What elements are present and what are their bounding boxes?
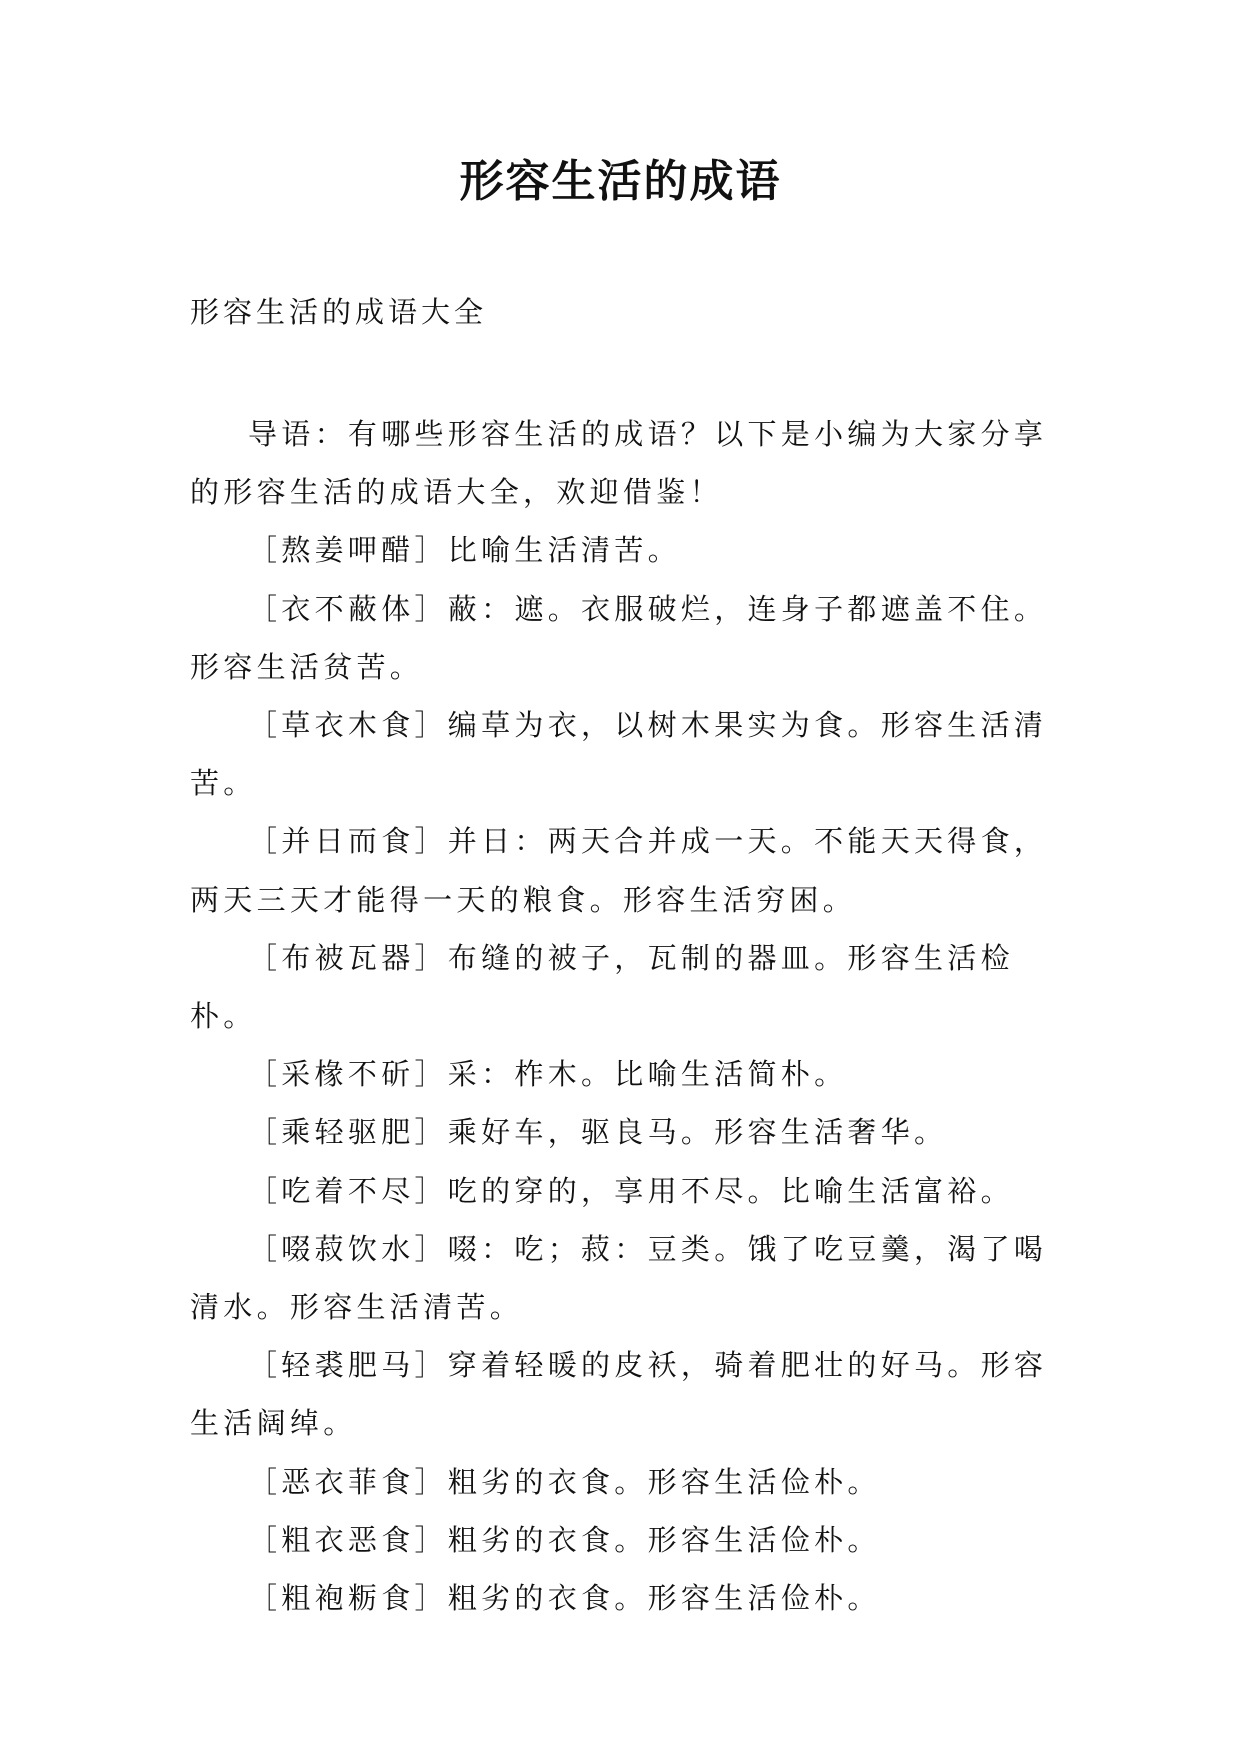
idiom-entry: ［轻裘肥马］穿着轻暖的皮袄，骑着肥壮的好马。形容生活阔绰。 — [190, 1348, 1048, 1441]
intro-paragraph: 导语：有哪些形容生活的成语？以下是小编为大家分享的形容生活的成语大全，欢迎借鉴！ — [190, 417, 1048, 510]
idiom-entry: ［草衣木食］编草为衣，以树木果实为食。形容生活清苦。 — [190, 708, 1048, 801]
idiom-entry: ［乘轻驱肥］乘好车，驱良马。形容生活奢华。 — [248, 1115, 948, 1150]
idiom-entry: ［衣不蔽体］蔽：遮。衣服破烂，连身子都遮盖不住。形容生活贫苦。 — [190, 591, 1048, 684]
document-body — [190, 405, 1070, 1627]
idiom-entry: ［啜菽饮水］啜：吃；菽：豆类。饿了吃豆羹，渴了喝清水。形容生活清苦。 — [190, 1231, 1048, 1325]
idiom-entry: ［熬姜呷醋］比喻生活清苦。 — [248, 533, 681, 568]
idiom-entry: ［采椽不斫］采：柞木。比喻生活简朴。 — [248, 1057, 848, 1092]
idiom-entry: ［布被瓦器］布缝的被子，瓦制的器皿。形容生活检朴。 — [190, 940, 1014, 1034]
idiom-entry: ［粗衣恶食］粗劣的衣食。形容生活俭朴。 — [248, 1522, 881, 1557]
document-subtitle: 形容生活的成语大全 — [190, 295, 488, 329]
idiom-entry: ［并日而食］并日：两天合并成一天。不能天天得食，两天三天才能得一天的粮食。形容生活穷困。 — [190, 824, 1048, 917]
idiom-entry: ［吃着不尽］吃的穿的，享用不尽。比喻生活富裕。 — [248, 1173, 1014, 1208]
document-title: 形容生活的成语 — [459, 156, 782, 207]
idiom-entry: ［恶衣菲食］粗劣的衣食。形容生活俭朴。 — [248, 1464, 881, 1499]
idiom-entry: ［粗袍粝食］粗劣的衣食。形容生活俭朴。 — [248, 1581, 881, 1616]
